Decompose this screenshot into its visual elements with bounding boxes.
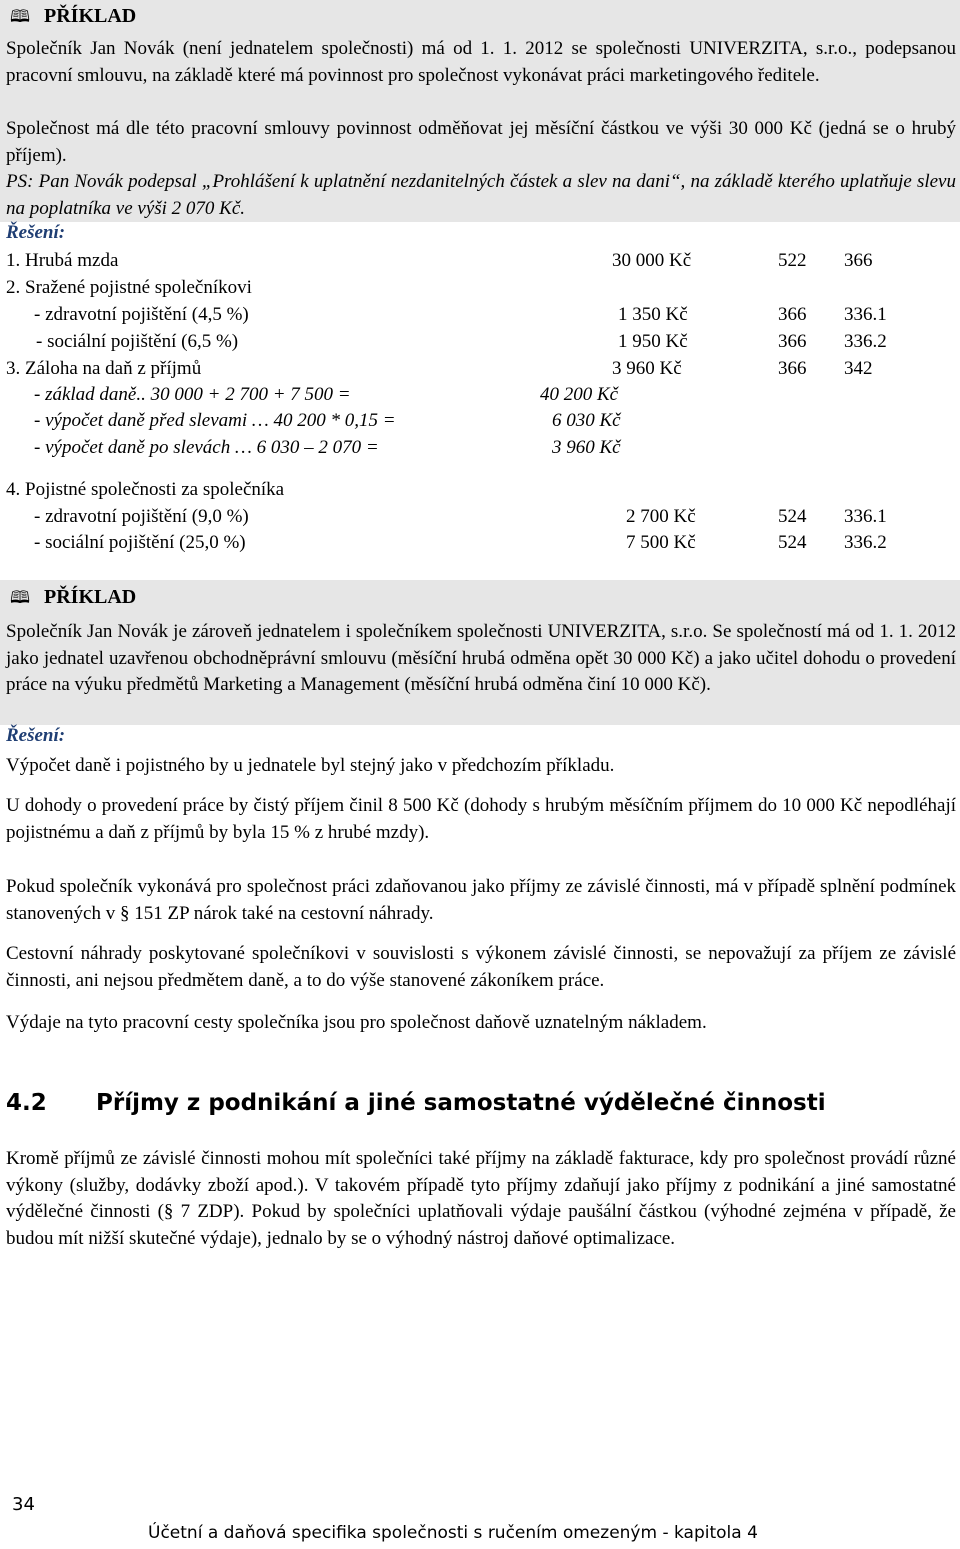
book-icon: 🕮 (10, 588, 31, 607)
body-paragraph: U dohody o provedení práce by čistý příjem činil 8 500 Kč (dohody s hrubým měsíčním příjmem do 10 000 Kč nepodléhají pojistnému a daň z příjmů by byla 15 % z hrubé mzdy). (6, 795, 956, 843)
body-paragraph: Výdaje na tyto pracovní cesty společníka jsou pro společnost daňově uznatelným nákladem. (6, 1012, 707, 1033)
solution-row-amount: 3 960 Kč (612, 358, 682, 379)
example-1-paragraph-1: Společník Jan Novák (není jednatelem společnosti) má od 1. 1. 2012 se společnosti UNIVERZITA, s.r.o., podepsanou pracovní smlouvu, na základě které má povinnost pro společnost vykonávat práci marketingového ředitele. (6, 38, 956, 86)
example-2-title-text: PŘÍKLAD (44, 586, 137, 608)
body-paragraph: Výpočet daně i pojistného by u jednatele byl stejný jako v předchozím příkladu. (6, 755, 615, 776)
solution-row-label: 2. Sražené pojistné společníkovi (6, 277, 252, 298)
solution-row-amount: 30 000 Kč (612, 250, 692, 271)
calc-expression: .. 30 000 + 2 700 + 7 500 = (136, 384, 351, 405)
solution-row-label: - sociální pojištění (6,5 %) (36, 331, 239, 352)
calc-label: - základ daně (34, 384, 137, 405)
solution-row-label: 1. Hrubá mzda (6, 250, 119, 271)
solution-row-label: 4. Pojistné společnosti za společníka (6, 479, 285, 500)
example-1-title (10, 4, 136, 33)
solution-row-amount: 1 950 Kč (618, 331, 688, 352)
solution-row-label: - sociální pojištění (25,0 %) (34, 532, 246, 553)
solution-row-account: 336.1 (844, 506, 887, 527)
calc-label: - výpočet daně před slevami (34, 410, 248, 431)
solution-row-account: 336.2 (844, 532, 887, 553)
solution-row-amount: 1 350 Kč (618, 304, 688, 325)
reseni-label-2: Řešení: (6, 725, 66, 746)
solution-row-amount: 2 700 Kč (626, 506, 696, 527)
calc-expression: … 40 200 * 0,15 = (251, 410, 396, 431)
section-heading (6, 1090, 826, 1116)
calc-line (34, 437, 379, 459)
solution-row-account: 524 (778, 532, 807, 553)
example-2-title (10, 585, 136, 614)
calc-expression: … 6 030 – 2 070 = (235, 437, 379, 458)
calc-result: 3 960 Kč (552, 437, 621, 458)
body-paragraph: Cestovní náhrady poskytované společníkovi v souvislosti s výkonem závislé činnosti, se nepovažují za příjem ze závislé činnosti, ani nejsou předmětem daně, a to do výše stanovené zákoníkem práce. (6, 943, 956, 991)
solution-row-account: 366 (778, 331, 807, 352)
section-paragraph: Kromě příjmů ze závislé činnosti mohou mít společníci také příjmy na základě fakturace, kdy pro společnost provádí různé výkony (služby, dodávky zboží apod.). V takovém případě tyto příjmy zdaňují jako příjmy z podnikání a jiné samostatné výdělečné činnosti (§ 7 ZDP). Pokud by společníci uplatňovali výdaje paušální částkou (výhodné zejména v případě, že budou mít nižší skutečné výdaje), jednalo by se o výhodný nástroj daňové optimalizace. (6, 1148, 956, 1249)
book-icon: 🕮 (10, 7, 31, 26)
body-paragraph: Pokud společník vykonává pro společnost práci zdaňovanou jako příjmy ze závislé činnosti, má v případě splnění podmínek stanovených v § 151 ZP nárok také na cestovní náhrady. (6, 876, 956, 924)
example-1-title-text: PŘÍKLAD (44, 5, 137, 27)
solution-row-account: 342 (844, 358, 873, 379)
solution-row-account: 366 (778, 358, 807, 379)
solution-row-label: - zdravotní pojištění (4,5 %) (34, 304, 249, 325)
example-1-ps: PS: Pan Novák podepsal „Prohlášení k uplatnění nezdanitelných částek a slev na dani“, na základě kterého uplatňuje slevu na poplatníka ve výši 2 070 Kč. (6, 171, 956, 219)
solution-row-account: 366 (844, 250, 873, 271)
example-1-paragraph-2: Společnost má dle této pracovní smlouvy povinnost odměňovat jej měsíční částkou ve výši 30 000 Kč (jedná se o hrubý příjem). (6, 118, 956, 166)
calc-result: 40 200 Kč (540, 384, 619, 405)
solution-row-label: 3. Záloha na daň z příjmů (6, 358, 202, 379)
solution-row-account: 524 (778, 506, 807, 527)
example-2-paragraph: Společník Jan Novák je zároveň jednatelem i společníkem společnosti UNIVERZITA, s.r.o. Se společností má od 1. 1. 2012 jako jednatel uzavřenou obchodněprávní smlouvu (měsíční hrubá odměna opět 30 000 Kč) a jako učitel dohodu o provedení práce na výuku předmětů Marketing a Management (měsíční hrubá odměna činí 10 000 Kč). (6, 621, 956, 695)
section-title: Příjmy z podnikání a jiné samostatné výdělečné činnosti (96, 1090, 826, 1116)
footer-title: Účetní a daňová specifika společnosti s ručením omezeným - kapitola 4 (148, 1523, 758, 1543)
section-number: 4.2 (6, 1090, 47, 1116)
solution-row-account: 366 (778, 304, 807, 325)
reseni-label-1: Řešení: (6, 222, 66, 243)
calc-label: - výpočet daně po slevách (34, 437, 231, 458)
calc-result: 6 030 Kč (552, 410, 621, 431)
solution-row-amount: 7 500 Kč (626, 532, 696, 553)
solution-row-account: 336.1 (844, 304, 887, 325)
calc-line (34, 410, 396, 432)
solution-row-account: 336.2 (844, 331, 887, 352)
page-number: 34 (12, 1494, 35, 1515)
calc-line (34, 384, 351, 406)
solution-row-label: - zdravotní pojištění (9,0 %) (34, 506, 249, 527)
solution-row-account: 522 (778, 250, 807, 271)
